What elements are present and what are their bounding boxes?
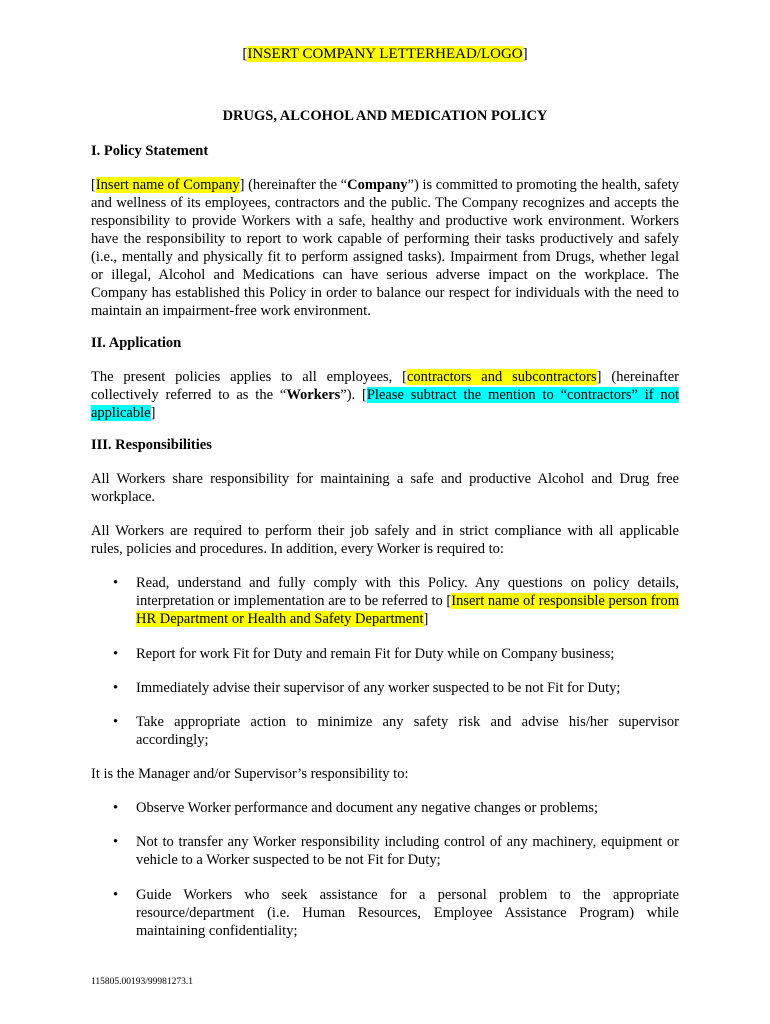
text-run: The present policies applies to all employees, [ (91, 369, 407, 385)
defined-term-workers: Workers (286, 387, 341, 403)
section-heading-policy-statement: I. Policy Statement (91, 143, 209, 159)
text-run: Read, understand and fully comply with this Policy. Any questions on policy details, interpretation or implementation are to be referred to [ (136, 575, 679, 609)
list-item (91, 645, 679, 663)
responsible-person-placeholder: Insert name of responsible person from HR Department or Health and Safety Department (136, 593, 679, 627)
text-run: ”) is committed to promoting the health, safety and wellness of its employees, contractors and the public. The Company recognizes and accepts the responsibility to provide Workers with a safe, healthy and productive work environment. Workers have the responsibility to report to work capable of performing their tasks productively and safely (i.e., mentally and physically fit to perform assigned tasks). Impairment from Drugs, whether legal or illegal, Alcohol and Medications can have serious adverse impact on the workplace. The Company has established this Policy in order to balance our respect for individuals with the need to maintain an impairment-free work environment. (91, 177, 679, 319)
list-item (91, 833, 679, 869)
list-item-text: Immediately advise their supervisor of any worker suspected to be not Fit for Duty; (136, 680, 621, 696)
list-item-text: Observe Worker performance and document any negative changes or problems; (136, 800, 598, 816)
bracket-open: [ (242, 46, 248, 62)
list-item (91, 886, 679, 940)
document-footer-id: 115805.00193/99981273.1 (91, 977, 194, 987)
list-item (91, 574, 679, 628)
policy-statement-paragraph (91, 176, 679, 320)
list-item-text: Guide Workers who seek assistance for a personal problem to the appropriate resource/department (i.e. Human Resources, Employee Assistance Program) while maintaining confidentiality; (136, 887, 679, 939)
bracket-close: ] (522, 46, 528, 62)
application-paragraph (91, 368, 679, 422)
list-item (91, 713, 679, 749)
list-item (91, 799, 679, 817)
letterhead-text: INSERT COMPANY LETTERHEAD/LOGO (247, 46, 523, 62)
text-run: ] (hereinafter collectively referred to as the “ (91, 369, 679, 403)
section-heading-responsibilities: III. Responsibilities (91, 437, 212, 453)
bullet-icon: • (113, 714, 119, 730)
text-run: ] (hereinafter the “ (239, 177, 348, 193)
letterhead-placeholder (0, 46, 770, 63)
bullet-icon: • (113, 800, 119, 816)
manager-responsibilities-intro: It is the Manager and/or Supervisor’s responsibility to: (91, 766, 409, 782)
bullet-icon: • (113, 887, 119, 903)
bullet-icon: • (113, 680, 119, 696)
text-run: ] (150, 405, 156, 421)
contractors-placeholder: contractors and subcontractors (406, 369, 597, 385)
page-title: DRUGS, ALCOHOL AND MEDICATION POLICY (222, 108, 548, 124)
contractors-note: Please subtract the mention to “contractors” if not applicable (91, 387, 679, 421)
company-name-placeholder: Insert name of Company (95, 177, 240, 193)
bullet-icon: • (113, 646, 119, 662)
defined-term-company: Company (347, 177, 408, 193)
bullet-icon: • (113, 575, 119, 591)
bullet-icon: • (113, 834, 119, 850)
list-item-text: Take appropriate action to minimize any safety risk and advise his/her supervisor accordingly; (136, 714, 679, 748)
list-item-text: Not to transfer any Worker responsibility including control of any machinery, equipment or vehicle to a Worker suspected to be not Fit for Duty; (136, 834, 679, 868)
bracket-open: [ (91, 177, 96, 193)
list-item-text (136, 574, 679, 628)
text-run: ] (423, 611, 429, 627)
responsibilities-paragraph-1: All Workers share responsibility for maintaining a safe and productive Alcohol and Drug free workplace. (91, 471, 679, 505)
list-item (91, 679, 679, 697)
text-run: ”). [ (340, 387, 367, 403)
list-item-text: Report for work Fit for Duty and remain Fit for Duty while on Company business; (136, 646, 615, 662)
section-heading-application: II. Application (91, 335, 182, 351)
responsibilities-paragraph-2: All Workers are required to perform their job safely and in strict compliance with all applicable rules, policies and procedures. In addition, every Worker is required to: (91, 523, 679, 557)
